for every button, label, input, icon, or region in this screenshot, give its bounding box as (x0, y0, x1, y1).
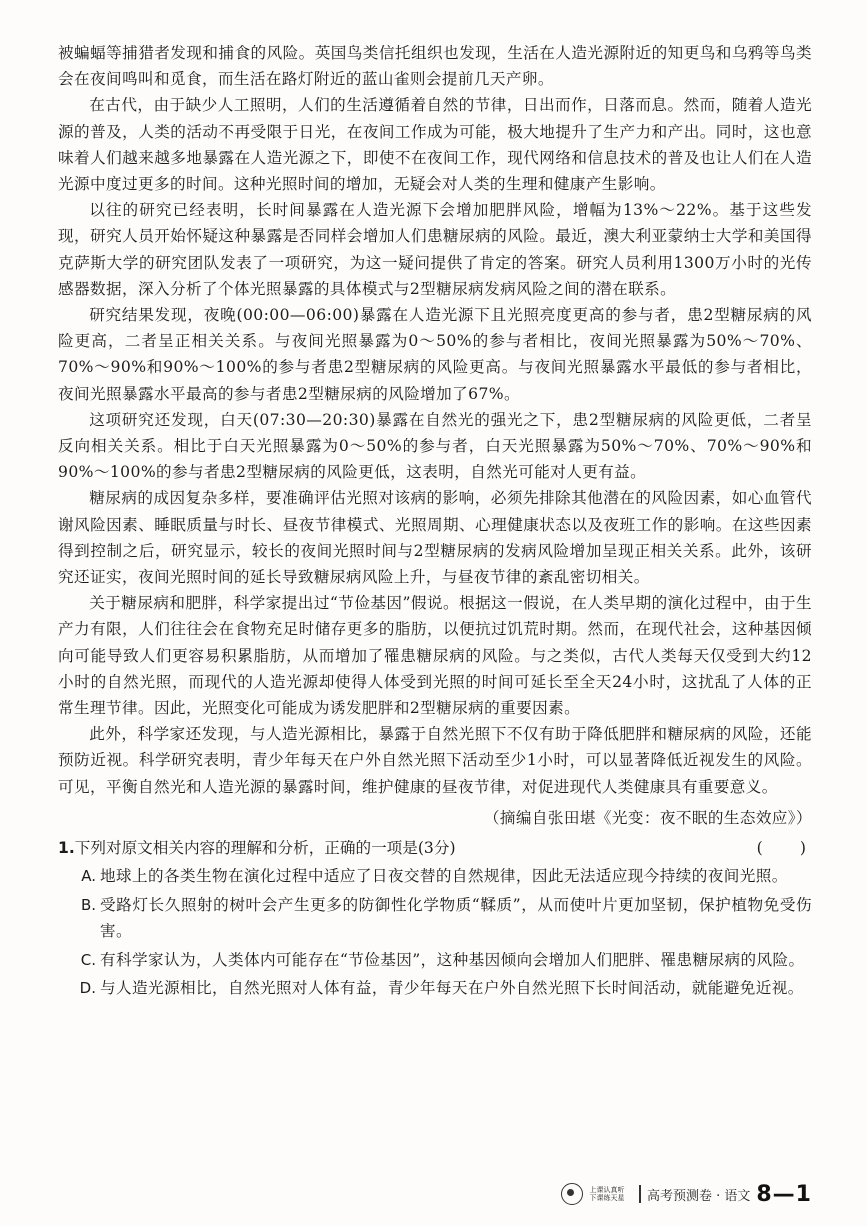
answer-bracket[interactable]: ( ) (756, 838, 808, 857)
footer-divider (639, 1185, 641, 1203)
article-body (58, 40, 812, 1002)
publisher-logo-icon (561, 1183, 583, 1205)
option-d[interactable] (58, 975, 812, 1002)
article-paragraph: 关于糖尿病和肥胖，科学家提出过“节俭基因”假说。根据这一假说，在人类早期的演化过程中，由于生产力有限，人们往往会在食物充足时储存更多的脂肪，以便抗过饥荒时期。然而，在现代社会，这种基因倾向可能导致人们更容易积累脂肪，从而增加了罹患糖尿病的风险。与之类似，古代人类每天仅受到大约12小时的自然光照，而现代的人造光源却使得人体受到光照的时间可延长至全天24小时，这扰乱了人体的正常生理节律。因此，光照变化可能成为诱发肥胖和2型糖尿病的重要因素。 (58, 594, 812, 718)
article-paragraph: 研究结果发现，夜晚(00:00—06:00)暴露在人造光源下且光照亮度更高的参与者，患2型糖尿病的风险更高，二者呈正相关关系。与夜间光照暴露为0～50%的参与者相比，夜间光照暴露为50%～70%、70%～90%和90%～100%的参与者患2型糖尿病的风险更高。与夜间光照暴露水平最低的参与者相比，夜间光照暴露水平最高的参与者患2型糖尿病的风险增加了67%。 (58, 306, 812, 403)
question-1 (58, 835, 812, 1002)
option-text: 有科学家认为，人类体内可能存在“节俭基因”，这种基因倾向会增加人们肥胖、罹患糖尿病的风险。 (100, 950, 805, 969)
article-paragraph: 在古代，由于缺少人工照明，人们的生活遵循着自然的节律，日出而作，日落而息。然而，随着人造光源的普及，人类的活动不再受限于日光，在夜间工作成为可能，极大地提升了生产力和产出。同时，这也意味着人们越来越多地暴露在人造光源之下，即使不在夜间工作，现代网络和信息技术的普及也让人们在人造光源中度过更多的时间。这种光照时间的增加，无疑会对人类的生理和健康产生影响。 (58, 96, 812, 194)
option-text: 与人造光源相比，自然光照对人体有益，青少年每天在户外自然光照下长时间活动，就能避免近视。 (100, 979, 804, 998)
question-stem-text (58, 835, 456, 862)
publisher-slogan: 上课认真听 下课练天星 (589, 1186, 625, 1202)
question-text: 下列对原文相关内容的理解和分析，正确的一项是(3分) (74, 838, 456, 857)
option-letter: A. (81, 867, 96, 886)
option-letter: B. (80, 895, 96, 914)
option-letter: D. (79, 979, 96, 998)
option-a[interactable] (58, 863, 812, 890)
page-footer (561, 1180, 812, 1208)
article-paragraph: 这项研究还发现，白天(07:30—20:30)暴露在自然光的强光之下，患2型糖尿病的风险更低，二者呈反向相关关系。相比于白天光照暴露为0～50%的参与者，白天光照暴露为50%～70%、70%～90%和90%～100%的参与者患2型糖尿病的风险更低，这表明，自然光可能对人更有益。 (58, 410, 812, 482)
exam-label: 高考预测卷 · 语文 (646, 1188, 751, 1204)
option-c[interactable] (58, 947, 812, 974)
article-paragraph: 以往的研究已经表明，长时间暴露在人造光源下会增加肥胖风险，增幅为13%～22%。基于这些发现，研究人员开始怀疑这种暴露是否同样会增加人们患糖尿病的风险。最近，澳大利亚蒙纳士大学和美国得克萨斯大学的研究团队发表了一项研究，为这一疑问提供了肯定的答案。研究人员利用1300万小时的光传感器数据，深入分析了个体光照暴露的具体模式与2型糖尿病发病风险之间的潜在联系。 (58, 201, 812, 298)
option-letter: C. (80, 950, 96, 969)
option-text: 受路灯长久照射的树叶会产生更多的防御性化学物质“鞣质”，从而使叶片更加坚韧，保护植物免受伤害。 (100, 895, 812, 941)
article-source: （摘编自张田堪《光变：夜不眠的生态效应》） (483, 808, 812, 827)
article-paragraph: 此外，科学家还发现，与人造光源相比，暴露于自然光照下不仅有助于降低肥胖和糖尿病的风险，还能预防近视。科学研究表明，青少年每天在户外自然光照下活动至少1小时，可以显著降低近视发生的风险。可见，平衡自然光和人造光源的暴露时间，维护健康的昼夜节律，对促进现代人类健康具有重要意义。 (58, 725, 812, 796)
article-paragraph: 糖尿病的成因复杂多样，要准确评估光照对该病的影响，必须先排除其他潜在的风险因素，如心血管代谢风险因素、睡眠质量与时长、昼夜节律模式、光照周期、心理健康状态以及夜班工作的影响。在这些因素得到控制之后，研究显示，较长的夜间光照时间与2型糖尿病的发病风险增加呈现正相关关系。此外，该研究还证实，夜间光照时间的延长导致糖尿病风险上升，与昼夜节律的紊乱密切相关。 (58, 489, 812, 587)
question-stem (58, 835, 812, 862)
question-number: 1. (58, 838, 75, 857)
option-b[interactable] (58, 892, 812, 945)
option-text: 地球上的各类生物在演化过程中适应了日夜交替的自然规律，因此无法适应现今持续的夜间光照。 (100, 867, 788, 886)
page-number: 8—1 (756, 1181, 812, 1207)
article-paragraph: 被蝙蝠等捕猎者发现和捕食的风险。英国鸟类信托组织也发现，生活在人造光源附近的知更鸟和乌鸦等鸟类会在夜间鸣叫和觅食，而生活在路灯附近的蓝山雀则会提前几天产卵。 (58, 44, 812, 89)
